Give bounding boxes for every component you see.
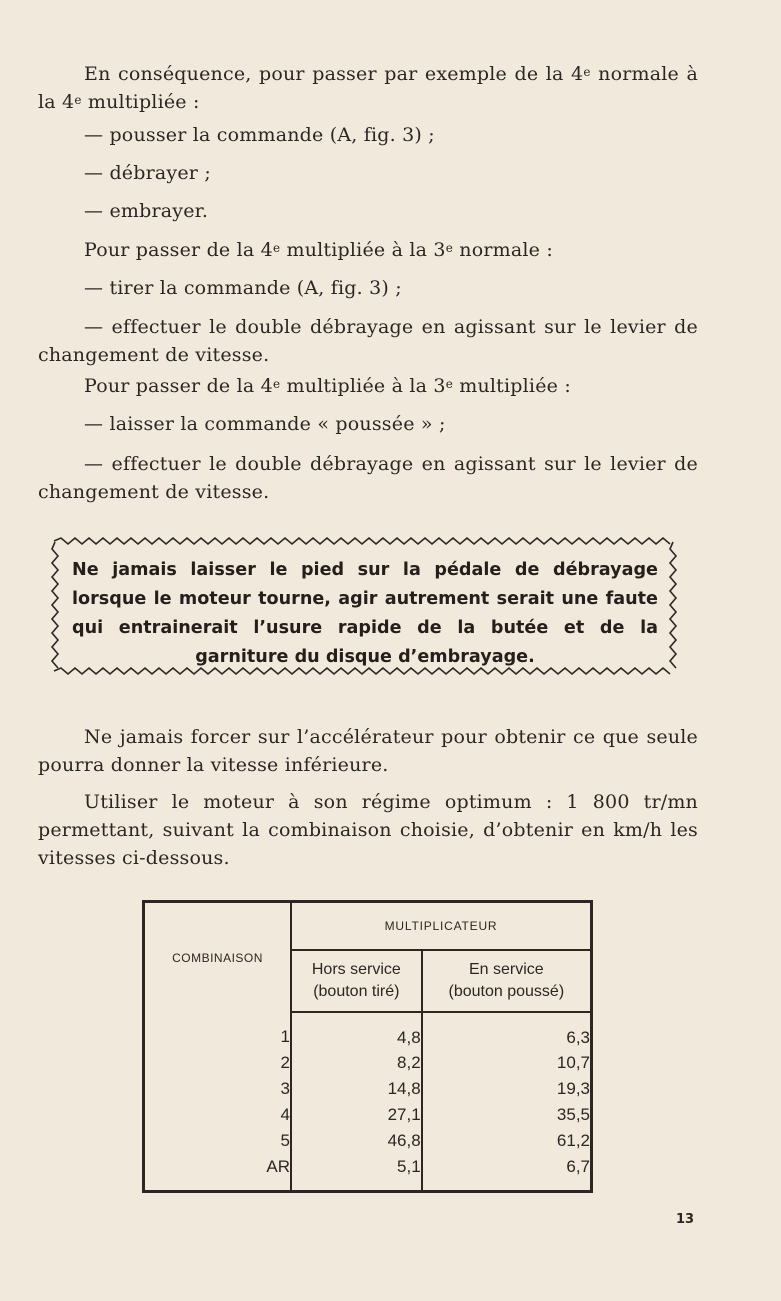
cell-hors-service: 46,8 (291, 1128, 422, 1154)
header-hors-service-line1: Hors service (311, 961, 401, 978)
cell-hors-service: 4,8 (291, 1012, 422, 1050)
step-tirer: — tirer la commande (A, fig. 3) ; (84, 277, 402, 299)
step-double-debrayage-1: — effectuer le double débrayage en agissant sur le levier de changement de vitesse. (38, 316, 698, 366)
cell-hors-service: 14,8 (291, 1076, 422, 1102)
cell-combinaison: 3 (144, 1076, 292, 1102)
cell-en-service: 6,3 (422, 1012, 592, 1050)
header-combinaison: COMBINAISON (144, 902, 292, 1013)
cell-hors-service: 27,1 (291, 1102, 422, 1128)
cell-combinaison: 2 (144, 1050, 292, 1076)
cell-combinaison: AR (144, 1154, 292, 1192)
table-row (144, 1128, 592, 1154)
cell-hors-service: 5,1 (291, 1154, 422, 1192)
speed-table (142, 900, 593, 1193)
table-row (144, 1154, 592, 1192)
header-hors-service-line2: (bouton tiré) (313, 983, 400, 1000)
cell-combinaison: 4 (144, 1102, 292, 1128)
cell-en-service: 35,5 (422, 1102, 592, 1128)
paragraph-accelerateur: Ne jamais forcer sur l’accélérateur pour obtenir ce que seule pourra donner la vitesse inférieure. (38, 726, 698, 776)
cell-en-service: 19,3 (422, 1076, 592, 1102)
warning-text: Ne jamais laisser le pied sur la pédale de débrayage lorsque le moteur tourne, agir autrement serait une faute qui entrainerait l’usure rapide de la butée et de la garniture du disque d’embrayage. (72, 560, 658, 667)
table-row (144, 1012, 592, 1050)
header-en-service-line2: (bouton poussé) (448, 983, 565, 1000)
cell-hors-service: 8,2 (291, 1050, 422, 1076)
header-en-service (422, 950, 592, 1012)
header-en-service-line1: En service (468, 961, 544, 978)
speed-table-wrap (142, 900, 597, 1189)
header-hors-service (291, 950, 422, 1012)
cell-combinaison: 5 (144, 1128, 292, 1154)
page-number: 13 (676, 1212, 695, 1227)
step-double-debrayage-2: — effectuer le double débrayage en agissant sur le levier de changement de vitesse. (38, 453, 698, 503)
table-row (144, 1050, 592, 1076)
warning-box (50, 536, 678, 676)
table-row (144, 1076, 592, 1102)
cell-combinaison: 1 (144, 1012, 292, 1050)
table-row (144, 1102, 592, 1128)
cell-en-service: 10,7 (422, 1050, 592, 1076)
header-multiplicateur: MULTIPLICATEUR (291, 902, 592, 951)
step-pousser: — pousser la commande (A, fig. 3) ; (84, 124, 435, 146)
cell-en-service: 6,7 (422, 1154, 592, 1192)
step-debrayer: — débrayer ; (84, 162, 211, 184)
step-laisser: — laisser la commande « poussée » ; (84, 413, 446, 435)
paragraph-intro: En conséquence, pour passer par exemple de la 4e normale à la 4e multipliée : (38, 63, 698, 113)
step-embrayer: — embrayer. (84, 200, 209, 222)
paragraph-4e-to-3e-multipliee: Pour passer de la 4e multipliée à la 3e multipliée : (84, 375, 571, 397)
paragraph-regime: Utiliser le moteur à son régime optimum : 1 800 tr/mn permettant, suivant la combinaison choisie, d’obtenir en km/h les vitesses ci-dessous. (38, 791, 698, 869)
paragraph-4e-to-3e-normale: Pour passer de la 4e multipliée à la 3e normale : (84, 239, 553, 261)
cell-en-service: 61,2 (422, 1128, 592, 1154)
